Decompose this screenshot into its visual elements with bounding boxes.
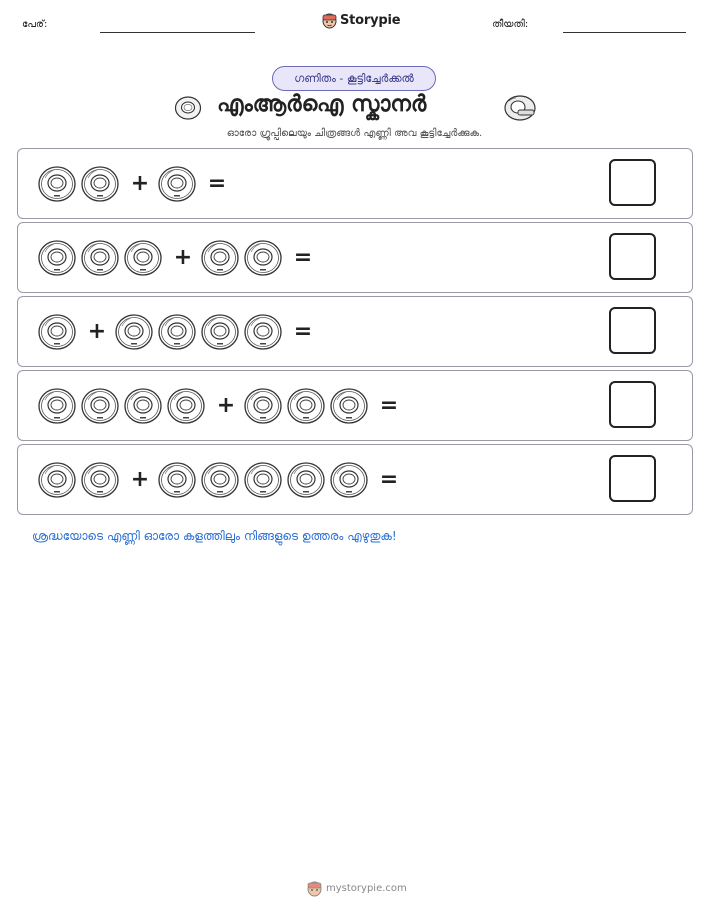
- answer-box[interactable]: [609, 455, 656, 502]
- problem-equation: [37, 163, 234, 205]
- equals-sign: =: [207, 171, 227, 196]
- problem-card: [17, 222, 693, 293]
- equals-sign: =: [379, 393, 399, 418]
- problem-card: [17, 296, 693, 367]
- answer-box[interactable]: [609, 381, 656, 428]
- mri-scanner-icon: [243, 460, 283, 500]
- mri-scanner-icon: [80, 460, 120, 500]
- mri-scanner-icon: [157, 460, 197, 500]
- brand-logo: [322, 12, 400, 29]
- mri-scanner-icon: [80, 386, 120, 426]
- title-row: [0, 92, 709, 122]
- problem-card: [17, 370, 693, 441]
- subject-badge: ഗണിതം - കൂട്ടിച്ചേർക്കൽ: [272, 66, 436, 91]
- mri-scanner-icon: [123, 238, 163, 278]
- mri-scanner-icon: [286, 386, 326, 426]
- mri-scanner-icon: [37, 164, 77, 204]
- problem-card: [17, 444, 693, 515]
- equals-sign: =: [293, 319, 313, 344]
- mri-scanner-icon: [329, 386, 369, 426]
- mri-scanner-icon: [37, 460, 77, 500]
- worksheet-header: [0, 0, 709, 40]
- storypie-mascot-icon: [322, 12, 337, 29]
- instructions-subtitle: ഓരോ ഗ്രൂപ്പിലെയും ചിത്രങ്ങൾ എണ്ണി അവ കൂട്ടിച്ചേർക്കുക.: [226, 128, 483, 139]
- mri-scanner-icon: [37, 312, 77, 352]
- answer-box[interactable]: [609, 159, 656, 206]
- problem-equation: [37, 237, 320, 279]
- date-line[interactable]: [563, 32, 686, 33]
- mri-scanner-icon: [37, 238, 77, 278]
- footer: [307, 880, 407, 897]
- plus-sign: +: [130, 171, 150, 196]
- plus-sign: +: [173, 245, 193, 270]
- mri-scanner-icon: [37, 386, 77, 426]
- mri-scanner-icon: [286, 460, 326, 500]
- mri-scanner-icon: [329, 460, 369, 500]
- mri-scanner-icon: [200, 238, 240, 278]
- mri-machine-icon: [503, 94, 537, 122]
- plus-sign: +: [130, 467, 150, 492]
- mri-scanner-icon: [200, 312, 240, 352]
- problem-equation: [37, 311, 320, 353]
- answer-box[interactable]: [609, 233, 656, 280]
- name-label: പേര്:: [22, 19, 48, 30]
- mri-scanner-icon: [80, 164, 120, 204]
- plus-sign: +: [216, 393, 236, 418]
- problem-equation: [37, 385, 406, 427]
- plus-sign: +: [87, 319, 107, 344]
- problem-card: [17, 148, 693, 219]
- brand-name: Storypie: [340, 13, 401, 28]
- date-label: തീയതി:: [492, 19, 529, 30]
- mri-scanner-icon: [157, 164, 197, 204]
- mri-scanner-icon: [243, 238, 283, 278]
- footer-url: mystorypie.com: [326, 883, 407, 894]
- mri-scanner-icon: [114, 312, 154, 352]
- mri-scanner-icon: [243, 312, 283, 352]
- mri-scanner-icon: [123, 386, 163, 426]
- mri-scanner-icon: [80, 238, 120, 278]
- mri-scanner-icon: [166, 386, 206, 426]
- mri-scanner-icon: [157, 312, 197, 352]
- name-line[interactable]: [100, 32, 255, 33]
- answer-box[interactable]: [609, 307, 656, 354]
- mri-scanner-icon: [200, 460, 240, 500]
- closing-instruction: ശ്രദ്ധയോടെ എണ്ണി ഓരോ കളത്തിലും നിങ്ങളുടെ ഉത്തരം എഴുതുക!: [32, 529, 397, 543]
- mri-scanner-icon: [243, 386, 283, 426]
- storypie-mascot-icon: [307, 880, 322, 897]
- mri-scanner-icon: [174, 95, 202, 121]
- equals-sign: =: [379, 467, 399, 492]
- problem-equation: [37, 459, 406, 501]
- page-title: എംആർഐ സ്കാനർ: [217, 92, 427, 117]
- equals-sign: =: [293, 245, 313, 270]
